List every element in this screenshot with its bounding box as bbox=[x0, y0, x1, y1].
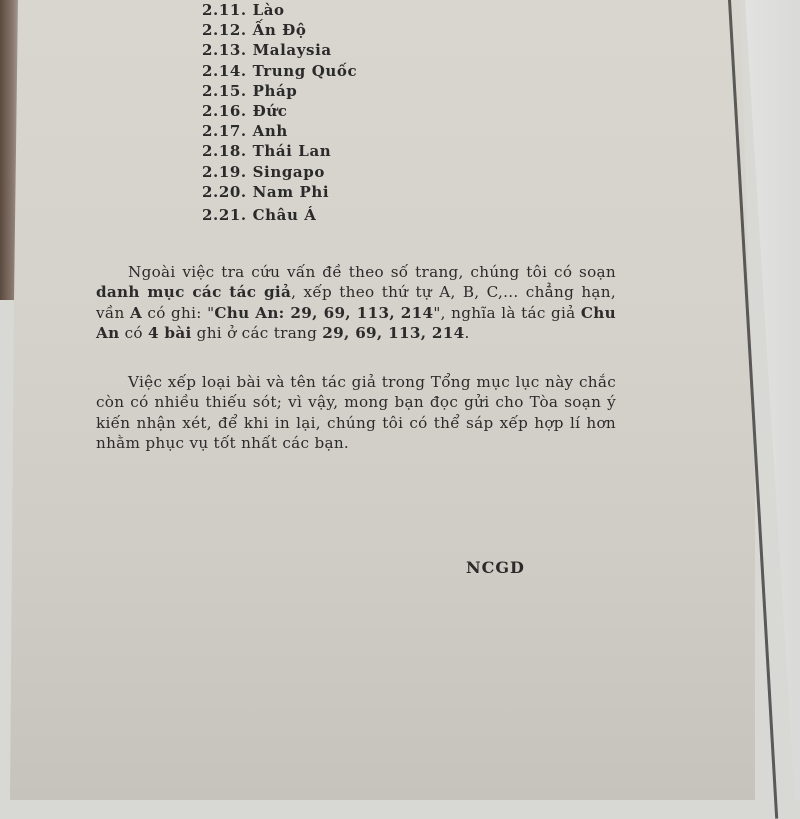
toc-item: 2.19. Singapo bbox=[202, 162, 325, 181]
toc-item: 2.20. Nam Phi bbox=[202, 182, 330, 201]
toc-item: 2.14. Trung Quốc bbox=[202, 61, 358, 80]
toc-item: 2.12. Ấn Độ bbox=[202, 21, 307, 40]
toc-item: 2.13. Malaysia bbox=[202, 41, 332, 60]
toc-item: 2.11. Lào bbox=[202, 1, 285, 19]
toc-item: 2.15. Pháp bbox=[202, 81, 298, 100]
paragraph-feedback: Việc xếp loại bài và tên tác giả trong Tổng mục lục này chắc còn có nhiều thiếu sót; vì vậy, mong bạn đọc gửi cho Tòa soạn ý kiến nhận xét, để khi in lại, chúng tôi có thể sáp xếp hợp lí hơn nhằm phục vụ tốt nhất các bạn. bbox=[96, 373, 616, 453]
table-of-contents-list bbox=[202, 0, 357, 225]
paragraph-author-index: Ngoài việc tra cứu vấn đề theo số trang, chúng tôi có soạn danh mục các tác giả, xếp theo thứ tự A, B, C,... chẳng hạn, vần A có ghi: "Chu An: 29, 69, 113, 214", nghĩa là tác giả Chu An có 4 bài ghi ở các trang 29, 69, 113, 214. bbox=[96, 263, 616, 343]
toc-item: 2.21. Châu Á bbox=[202, 206, 317, 225]
toc-item: 2.18. Thái Lan bbox=[202, 142, 332, 161]
toc-item: 2.16. Đức bbox=[202, 102, 288, 121]
signature: NCGD bbox=[466, 558, 525, 577]
toc-item: 2.17. Anh bbox=[202, 122, 288, 141]
